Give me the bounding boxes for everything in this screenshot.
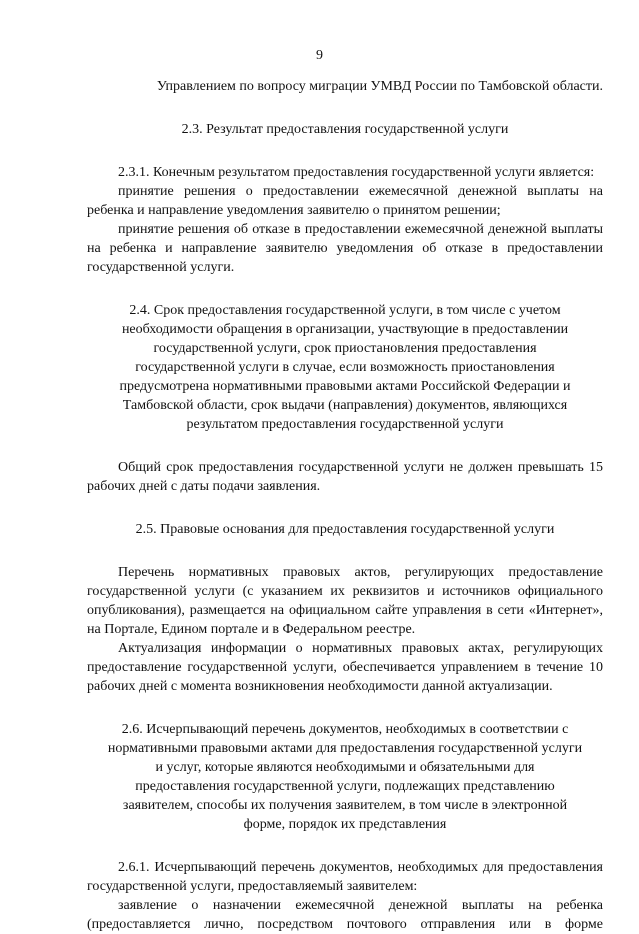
section-2-6-paragraph-1: 2.6.1. Исчерпывающий перечень документов, необходимых для предоставления государственной услуги, предоставляемый заявителем: <box>87 860 603 894</box>
section-2-4-heading-line: результатом предоставления государственной услуги <box>186 417 504 432</box>
section-2-5-paragraph-1: Перечень нормативных правовых актов, регулирующих предоставление государственной услуги (с указанием их реквизитов и источников официального опубликования), размещается на официальном сайте управления в сети «Интернет», на Портале, Едином портале и в Федеральном реестре. <box>87 565 603 637</box>
section-2-6-heading-line: нормативными правовыми актами для предоставления государственной услуги <box>107 741 583 756</box>
section-2-6-paragraph-2: заявление о назначении ежемесячной денежной выплаты на ребенка (предоставляется лично, посредством почтового отправления или в форме <box>87 898 603 932</box>
page-number: 9 <box>316 48 323 63</box>
section-2-6-heading-line: предоставления государственной услуги, подлежащих представлению <box>135 779 555 794</box>
section-2-3-heading: 2.3. Результат предоставления государственной услуги <box>181 122 509 137</box>
intro-line: Управлением по вопросу миграции УМВД России по Тамбовской области. <box>156 79 603 94</box>
section-2-6-heading <box>87 720 603 834</box>
section-2-4-heading-line: 2.4. Срок предоставления государственной услуги, в том числе с учетом <box>129 303 561 318</box>
section-2-6-heading-line: заявителем, способы их получения заявителем, в том числе в электронной <box>122 798 568 813</box>
section-2-6-heading-line: и услуг, которые являются необходимыми и обязательными для <box>155 760 535 775</box>
section-2-3-paragraph-3: принятие решения об отказе в предоставлении ежемесячной денежной выплаты на ребенка и направление заявителю уведомления об отказе в предоставлении государственной услуги. <box>87 222 603 275</box>
section-2-3-paragraph-1: 2.3.1. Конечным результатом предоставления государственной услуги является: <box>118 165 595 180</box>
section-2-5-heading: 2.5. Правовые основания для предоставления государственной услуги <box>135 522 555 537</box>
section-2-4-heading-line: государственной услуги, срок приостановления предоставления <box>153 341 537 356</box>
section-2-4-heading <box>87 301 603 434</box>
section-2-6-heading-line: 2.6. Исчерпывающий перечень документов, необходимых в соответствии с <box>121 722 569 737</box>
section-2-4-heading-line: государственной услуги в случае, если возможность приостановления <box>135 360 555 375</box>
section-2-4-heading-line: Тамбовской области, срок выдачи (направления) документов, являющихся <box>122 398 568 413</box>
section-2-4-paragraph-1: Общий срок предоставления государственной услуги не должен превышать 15 рабочих дней с даты подачи заявления. <box>87 460 603 494</box>
section-2-4-heading-line: предусмотрена нормативными правовыми актами Российской Федерации и <box>119 379 571 394</box>
section-2-3-paragraph-2: принятие решения о предоставлении ежемесячной денежной выплаты на ребенка и направление уведомления заявителю о принятом решении; <box>87 184 603 218</box>
section-2-4-heading-line: необходимости обращения в организации, участвующие в предоставлении <box>121 322 569 337</box>
section-2-5-paragraph-2: Актуализация информации о нормативных правовых актах, регулирующих предоставление государственной услуги, обеспечивается управлением в течение 10 рабочих дней с момента возникновения необходимости данной актуализации. <box>87 641 603 694</box>
section-2-6-heading-line: форме, порядок их представления <box>243 817 447 832</box>
document-body <box>87 77 603 934</box>
